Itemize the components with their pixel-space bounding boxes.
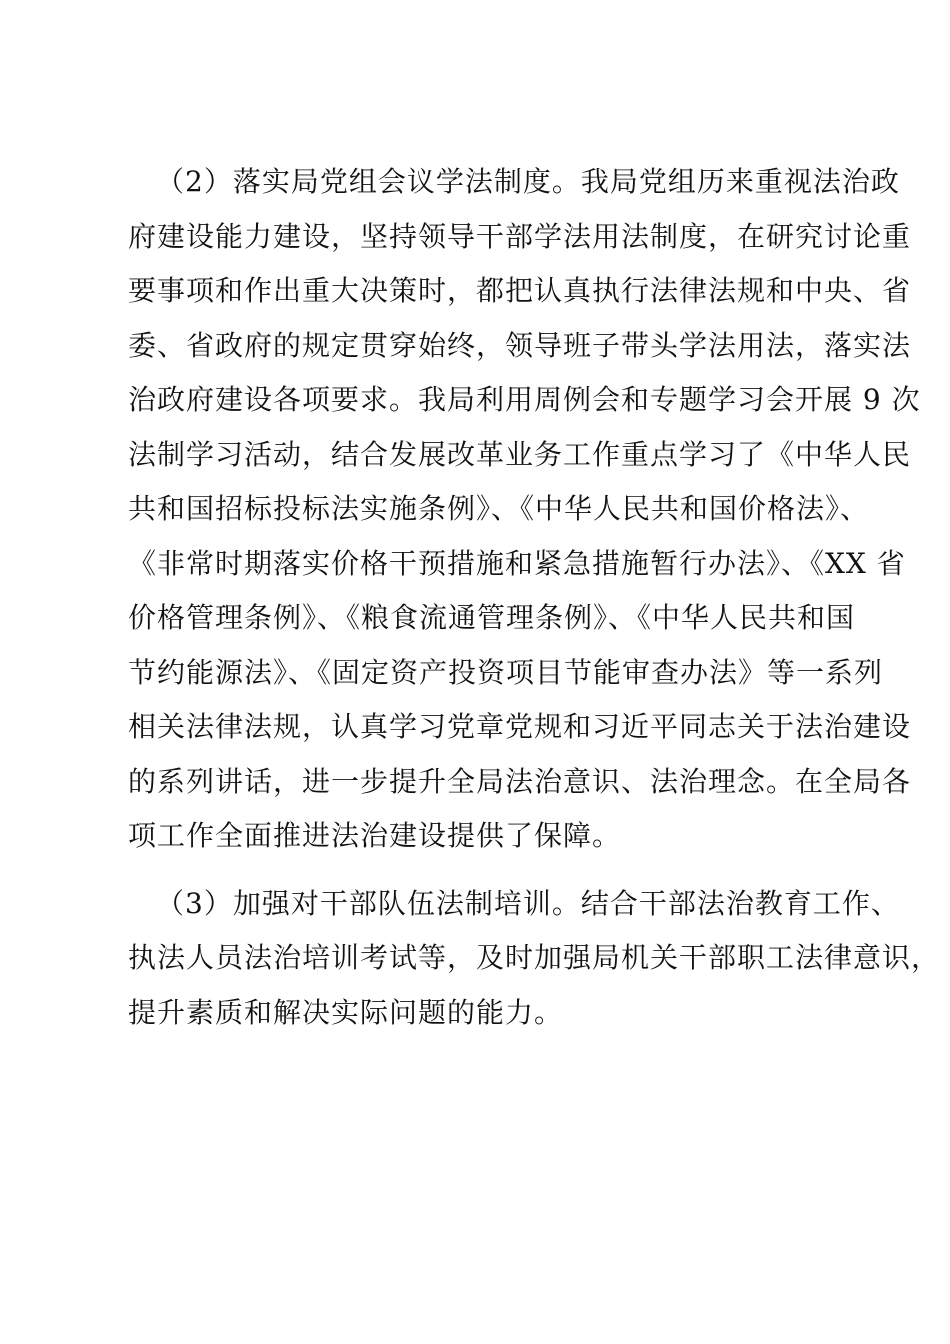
document-body — [128, 155, 941, 1040]
paragraph-line: 府建设能力建设，坚持领导干部学法用法制度，在研究讨论重 — [128, 219, 912, 253]
paragraph-line: 节约能源法》、《固定资产投资项目节能审查办法》等一系列 — [128, 655, 884, 689]
paragraph-line: 提升素质和解决实际问题的能力。 — [128, 995, 564, 1029]
paragraph-line: 相关法律法规，认真学习党章党规和习近平同志关于法治建设 — [128, 710, 912, 743]
paragraph-line: 项工作全面推进法治建设提供了保障。 — [128, 819, 622, 852]
paragraph-line: 价格管理条例》、《粮食流通管理条例》、《中华人民共和国 — [128, 601, 856, 634]
paragraph-line: （2）落实局党组会议学法制度。我局党组历来重视法治政 — [156, 165, 900, 198]
paragraph-line: 《非常时期落实价格干预措施和紧急措施暂行办法》、《XX 省 — [128, 546, 906, 580]
paragraph-line: 共和国招标投标法实施条例》、《中华人民共和国价格法》、 — [128, 492, 870, 525]
paragraph-line: 执法人员法治培训考试等，及时加强局机关干部职工法律意识， — [128, 941, 941, 974]
paragraph-line: 治政府建设各项要求。我局利用周例会和专题学习会开展 9 次 — [128, 383, 921, 416]
paragraph-3 — [128, 877, 941, 1041]
paragraph-line: 委、省政府的规定贯穿始终，领导班子带头学法用法，落实法 — [128, 328, 912, 362]
paragraph-line: 法制学习活动，结合发展改革业务工作重点学习了《中华人民 — [128, 437, 912, 471]
paragraph-line: （3）加强对干部队伍法制培训。结合干部法治教育工作、 — [156, 886, 900, 920]
paragraph-line: 要事项和作出重大决策时，都把认真执行法律法规和中央、省 — [128, 274, 912, 307]
paragraph-line: 的系列讲话，进一步提升全局法治意识、法治理念。在全局各 — [128, 764, 912, 798]
paragraph-2 — [128, 155, 921, 864]
